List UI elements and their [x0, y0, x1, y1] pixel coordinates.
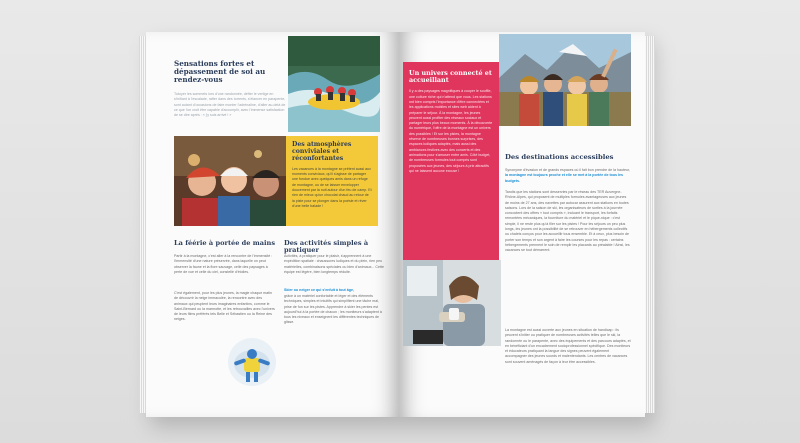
heading-activites: Des activités simples à pratiquer	[284, 239, 369, 255]
right-page	[399, 32, 645, 417]
heading-feerie: La féérie à portée de mains	[174, 239, 276, 247]
heading-destinations: Des destinations accessibles	[505, 153, 614, 161]
text-destinations-1: Synonyme d'évasion et de grands espaces où il fait bon prendre de la hauteur,	[505, 168, 630, 172]
heading-atmospheres: Des atmosphères conviviales et réconfortantes	[292, 141, 352, 162]
text-destinations-highlight: la montagne est toujours proche et elle se met à la portée de tous les budgets.	[505, 173, 624, 183]
text-univers: Il y a des paysages magnifiques à couper le souffle, une culture riche qui n'attend que vous. Les stations ont bien compris l'importance d'être connectées et les applications mobiles et sites web aident à préparer le séjour. À la montagne, les jeunes peuvent aussi profiter des réseaux sociaux et partager leurs plus beaux moments. À la découverte du numérique, l'offre de la montagne est un univers des possibles ! Et sur les pistes, la montagne réserve de nombreuses bonnes surprises, des espaces ludiques adaptés, mais aussi des ambiances festives avec des concerts et des animations pour s'amuser entre amis. Côté budget, de nombreuses formules tout compris sont proposées aux jeunes, des séjours à prix attractifs qui ne laissent aucune excuse !	[409, 89, 493, 173]
text-activites-highlight: Skier ou neiger ce qui s'enfuit à tout âge,	[284, 288, 354, 292]
chalet-friends-photo	[174, 136, 286, 226]
rafting-photo	[288, 36, 380, 132]
woman-mug-photo	[403, 260, 501, 346]
text-destinations-intro	[505, 168, 631, 190]
text-feerie-2: C'est également, pour les plus jeunes, la magie chaque matin de découvrir la neige immaculée, la rencontre avec des animaux qui peuplent leurs imaginaires enfantins, comme le Saint-Bernard ou la marmotte, et les retrouvailles avec l'univers de leurs films préférés tels Belle et Sébastien ou la Reine des neiges.	[174, 291, 275, 322]
text-feerie-1: Partir à la montagne, c'est aller à la rencontre de l'immensité : l'immensité d'une nature préservée, dans laquelle on peut observer la faune et la flore sauvage, celle des paysages à perte de vue et celle du ciel, constellé d'étoiles.	[174, 254, 273, 274]
selfie-friends-photo	[499, 34, 631, 126]
pink-info-box	[403, 62, 499, 268]
text-activites-1: Activités, à pratiquer pour le plaisir, s'apprennent à une expédition spatiale : chaussures ludiques et du plein, rien peu matérielles, combinaisons spéciales ou bien d'animaux... Cette équipe est légère, bien longtemps réduite.	[284, 254, 384, 274]
left-page	[146, 32, 399, 417]
text-activites-2: grâce à un matériel confortable et léger et des éléments techniques, simples et intuitifs qui simplifient une tâche mal, prise de fun sur les pistes. Apprendre à skier les pentes est aujourd'hui à la portée de chacun ; les moniteurs s'adaptent à tous les niveaux et enseignent les différentes techniques de glisse.	[284, 294, 382, 325]
heading-sensations: Sensations fortes et dépassement de soi au rendez-vous	[174, 59, 266, 85]
text-destinations-3: La montagne est aussi ouverte aux jeunes en situation de handicap : ils peuvent s'initier ou pratiquer de nombreuses activités telles que le ski, la randonnée ou le parapente, avec des équipements et des parcours adaptés, et en bénéficiant d'un encadrement socioprofessionnel spécifique. Des moniteurs et éducateurs pratiquant la langue des signes peuvent également accompagner des jeunes sourds et malentendants. Les centres de vacances sont souvent aménagés de façon à leur être accessibles.	[505, 328, 631, 364]
right-page-edges	[645, 36, 655, 413]
snow-angel-photo	[228, 338, 276, 386]
text-atmospheres: Les vacances à la montagne se prêtent aussi aux moments conviviaux, qu'il s'agisse de partager une fondue avec quelques amis dans un refuge de montagne, ou de se laisser envelopper doucement par la nuit autour d'un feu de camp. Et rien de mieux qu'un chocolat chaud au retour de la piste pour se plonger dans la poésie et rêver d'une belle balade !	[292, 166, 372, 208]
heading-univers: Un univers connecté et accueillant	[409, 69, 492, 85]
text-destinations-2: Tandis que les stations sont desservies par le réseau des TER Auvergne-Rhône-Alpes, qui proposent de multiples formules avantageuses aux jeunes de moins de 27 ans, des navettes par autocar assurent aux stations en toutes saisons. Lors de la saison de ski, les organisateurs de sorties à la journée concoctent des offres « tout compris », incluant le transport, les forfaits remontées mécaniques, la fourniture du matériel et le pique-nique : c'est simple, il ne reste plus qu'à filer sur les pistes ! Pour les séjours un peu plus longs, les jeunes ont la possibilité de se retrouver en hébergements collectifs ou chalets conçus pour les accueillir tous ensemble. Et à ceux, plus besoin de porter son temps et son argent à faire les courses pour les repas : certains hébergements prennent le soin de remplir les placards au préalable ! Ainsi, les vacances se tout démarrent.	[505, 190, 630, 253]
text-sensations: Tutoyer les sommets lors d'une randonnée, défier le vertige en s'initiant à l'escalade, rafter dans des torrents, s'élancer en parapente, sont autant d'occasions de faire monter l'adrénaline, d'aller au-delà de ce que l'on croit être capable d'accomplir, avec l'immense satisfaction de se dire après : « j'y suis arrivé ! »	[174, 92, 286, 118]
yellow-info-box	[286, 136, 378, 226]
